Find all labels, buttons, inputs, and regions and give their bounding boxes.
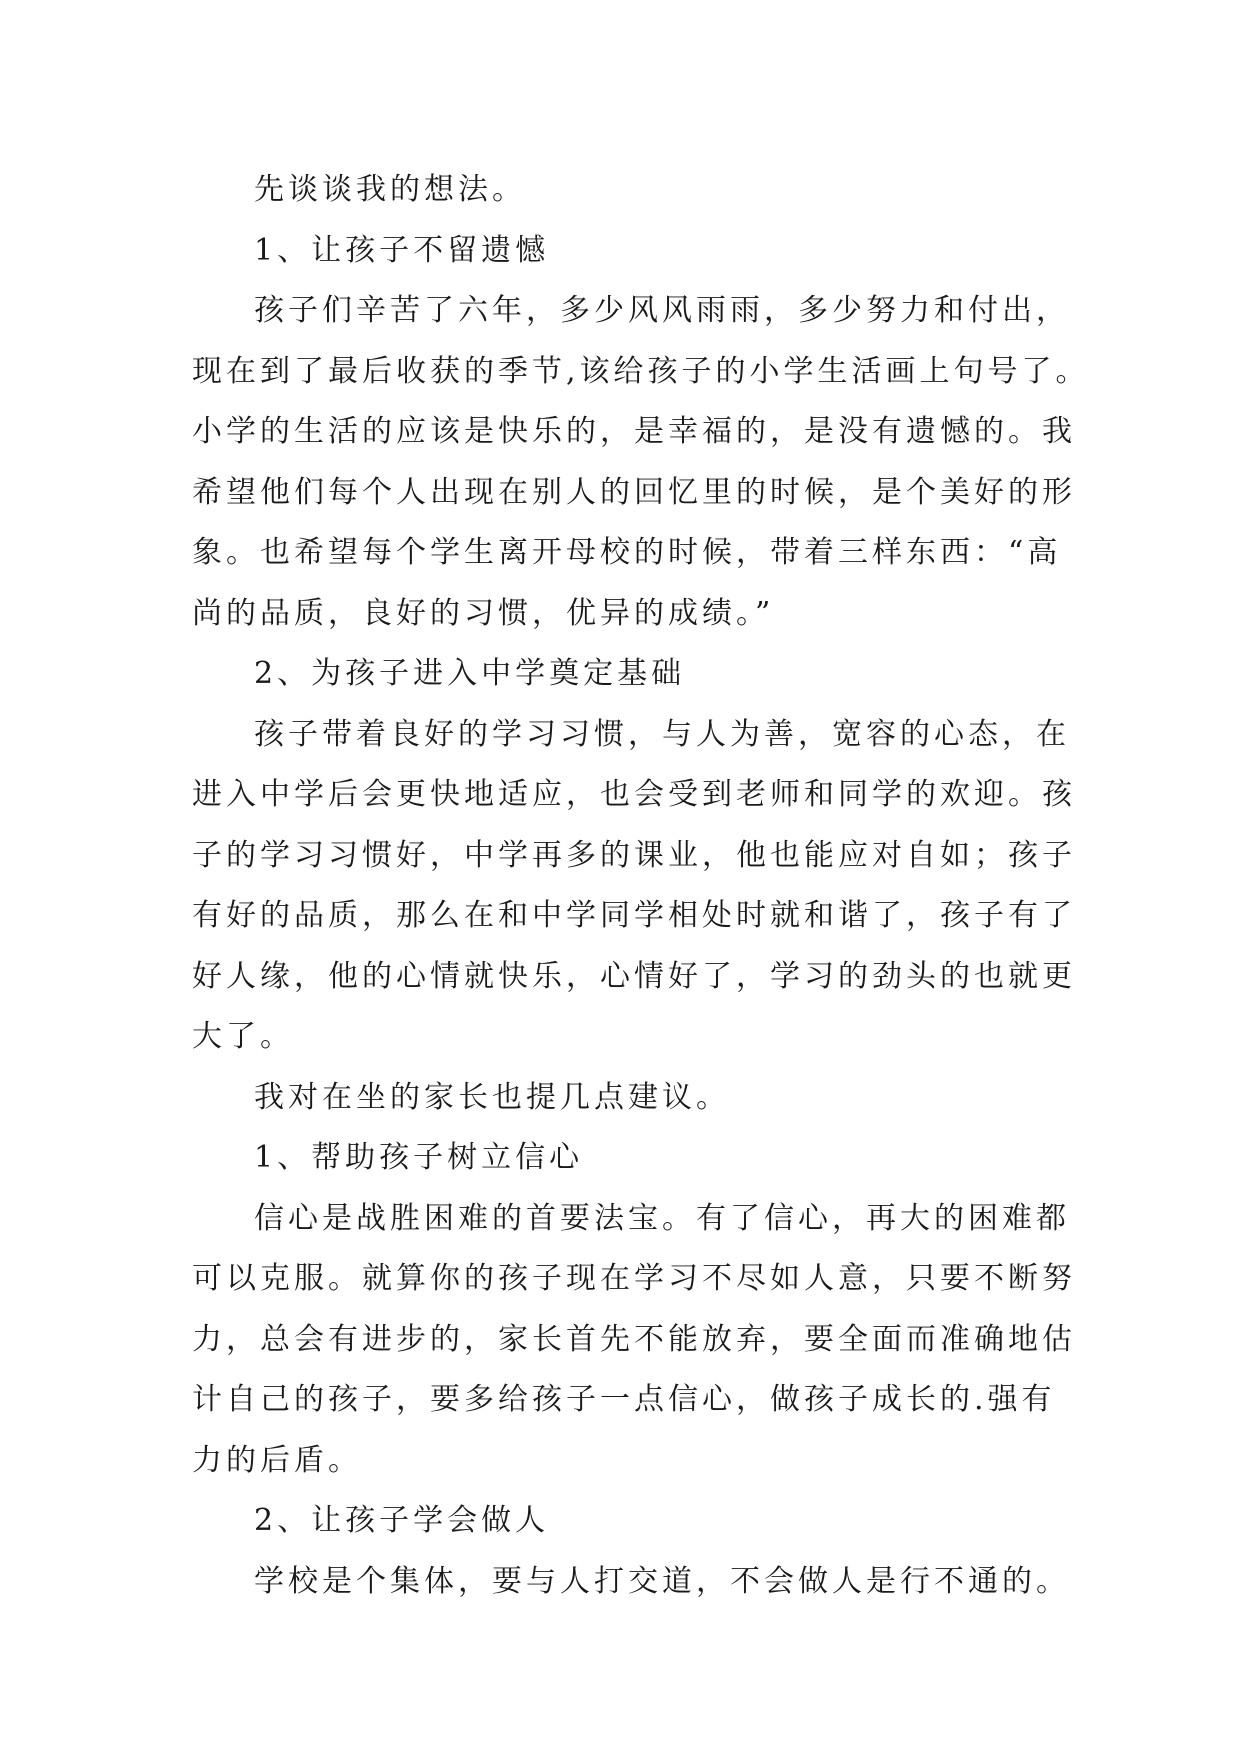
text-line: 我对在坐的家长也提几点建议。 [254, 1079, 730, 1115]
text-line: 1、让孩子不留遗憾 [254, 232, 550, 268]
text-line: 先谈谈我的想法。 [254, 172, 526, 207]
text-line: 信心是战胜困难的首要法宝。有了信心，再大的困难都 [254, 1200, 1070, 1236]
text-line: 2、让孩子学会做人 [254, 1503, 550, 1538]
text-line: 象。也希望每个学生离开母校的时候，带着三样东西：“高 [192, 535, 1062, 570]
text-line: 希望他们每个人出现在别人的回忆里的时候，是个美好的形 [192, 474, 1076, 510]
text-line: 学校是个集体，要与人打交道，不会做人是行不通的。 [254, 1563, 1070, 1599]
text-line: 力，总会有进步的，家长首先不能放弃，要全面而准确地估 [192, 1321, 1076, 1357]
text-line: 小学的生活的应该是快乐的，是幸福的，是没有遗憾的。我 [192, 414, 1076, 449]
text-line: 孩子们辛苦了六年，多少风风雨雨，多少努力和付出， [254, 293, 1070, 328]
text-line: 可以克服。就算你的孩子现在学习不尽如人意，只要不断努 [192, 1261, 1076, 1296]
text-line: 有好的品质，那么在和中学同学相处时就和谐了，孩子有了 [192, 898, 1076, 933]
text-line: 力的后盾。 [192, 1442, 362, 1478]
text-line: 好人缘，他的心情就快乐，心情好了，学习的劲头的也就更 [192, 958, 1076, 994]
text-line: 1、帮助孩子树立信心 [254, 1140, 584, 1175]
text-line: 2、为孩子进入中学奠定基础 [254, 656, 686, 691]
text-line: 孩子带着良好的学习习惯，与人为善，宽容的心态，在 [254, 716, 1070, 752]
text-line: 计自己的孩子，要多给孩子一点信心，做孩子成长的.强有 [192, 1382, 1056, 1417]
text-line: 现在到了最后收获的季节,该给孩子的小学生活画上句号了。 [192, 353, 1090, 389]
document-body [192, 160, 1090, 1612]
text-line: 大了。 [192, 1019, 294, 1054]
text-line: 进入中学后会更快地适应，也会受到老师和同学的欢迎。孩 [192, 777, 1076, 812]
text-line: 尚的品质，良好的习惯，优异的成绩。” [192, 595, 775, 631]
text-line: 子的学习习惯好，中学再多的课业，他也能应对自如；孩子 [192, 837, 1076, 873]
